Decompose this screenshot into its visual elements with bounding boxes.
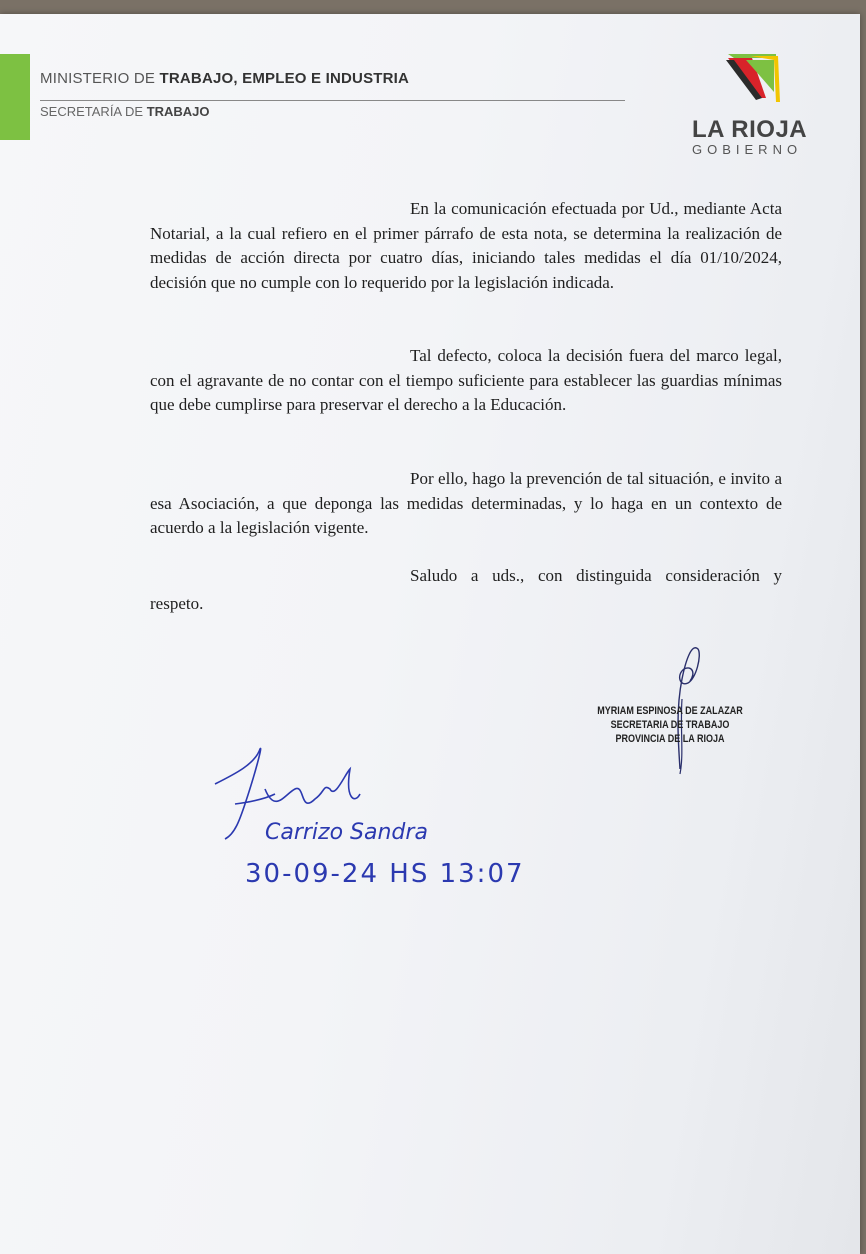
receipt-datetime: 30-09-24 HS 13:07 [245, 859, 525, 889]
signatory-name: MYRIAM ESPINOSA DE ZALAZAR [597, 705, 743, 717]
signatory-province: PROVINCIA DE LA RIOJA [615, 733, 725, 745]
paragraph-2: Tal defecto, coloca la decisión fuera del marco legal, con el agravante de no contar con el tiempo suficiente para establecer las guardias mínimas que debe cumplirse para preservar el derecho a la Educación. [150, 346, 782, 414]
paragraph-1: En la comunicación efectuada por Ud., mediante Acta Notarial, a la cual refiero en el primer párrafo de esta nota, se determina la realización de medidas de acción directa por cuatro días, iniciando tales medidas el día 01/10/2024, decisión que no cumple con lo requerido por la legislación indicada. [150, 199, 782, 292]
paragraph-4: Saludo a uds., con distinguida consideración y respeto. [150, 566, 782, 613]
paragraph-3: Por ello, hago la prevención de tal situación, e invito a esa Asociación, a que deponga las medidas determinadas, y lo haga en un contexto de acuerdo a la legislación vigente. [150, 469, 782, 537]
receipt-handwriting-icon [205, 744, 605, 894]
receipt-name: Carrizo Sandra [265, 820, 428, 845]
ministry-header: MINISTERIO DE TRABAJO, EMPLEO E INDUSTRIA [40, 70, 410, 87]
header-rule [40, 100, 625, 101]
logo-name: LA RIOJA [692, 116, 808, 143]
letterhead-green-bar [0, 54, 30, 140]
signatory-stamp [560, 704, 780, 746]
signatory-title: SECRETARIA DE TRABAJO [610, 719, 730, 731]
document-page [0, 14, 860, 1254]
secretaria-header: SECRETARÍA DE TRABAJO [40, 104, 210, 119]
logo-subtitle: GOBIERNO [692, 142, 803, 157]
